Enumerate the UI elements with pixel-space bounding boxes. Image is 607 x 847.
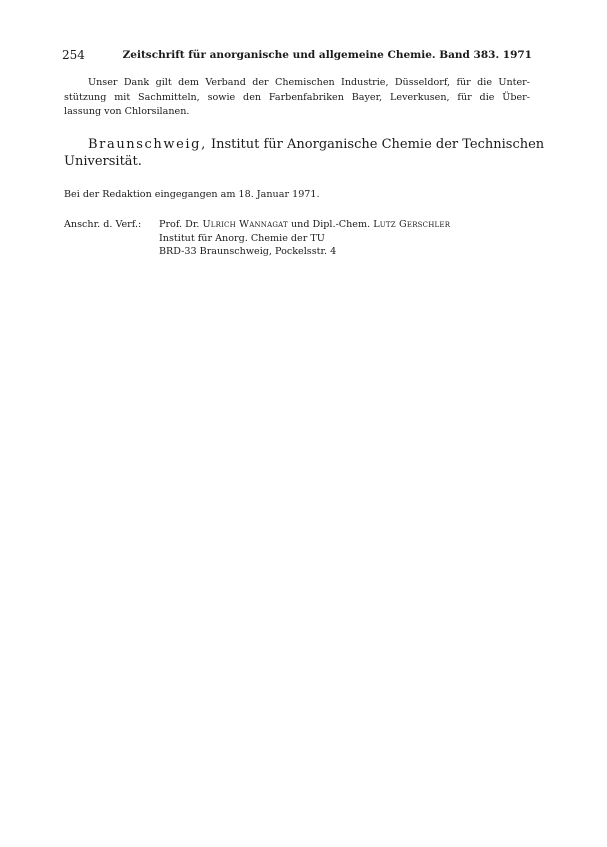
running-head: [62, 47, 532, 63]
address-lines: [159, 218, 450, 259]
acknowledgement-line: Unser Dank gilt dem Verband der Chemischen Industrie, Düsseldorf, für die Unter-: [88, 77, 530, 88]
author-prefix: Prof. Dr.: [159, 219, 200, 230]
acknowledgement-paragraph: [64, 76, 530, 120]
affiliation-institute: Institut für Anorganische Chemie der Technischen: [210, 137, 545, 152]
address-institute: Institut für Anorg. Chemie der TU: [159, 232, 325, 244]
address-label: Anschr. d. Verf.:: [64, 219, 142, 230]
affiliation-city: Braunschweig,: [88, 137, 207, 152]
affiliation: [64, 136, 545, 170]
page-number: 254: [62, 48, 85, 62]
affiliation-line-1: [64, 136, 545, 153]
received-date: Bei der Redaktion eingegangen am 18. Januar 1971.: [64, 189, 320, 200]
author-name: Lutz Gerschler: [373, 219, 451, 230]
author-name: Ulrich Wannagat: [202, 219, 288, 230]
address-street: BRD-33 Braunschweig, Pockelsstr. 4: [159, 246, 337, 257]
address-authors: [159, 218, 450, 232]
journal-title: Zeitschrift für anorganische und allgemeine Chemie. Band 383. 1971: [122, 49, 532, 61]
author-joiner: und Dipl.-Chem.: [290, 219, 371, 230]
acknowledgement-line: lassung von Chlorsilanen.: [64, 106, 190, 117]
acknowledgement-line: stützung mit Sachmitteln, sowie den Farbenfabriken Bayer, Leverkusen, für die Über-: [64, 91, 530, 103]
affiliation-line-2: Universität.: [64, 154, 142, 169]
